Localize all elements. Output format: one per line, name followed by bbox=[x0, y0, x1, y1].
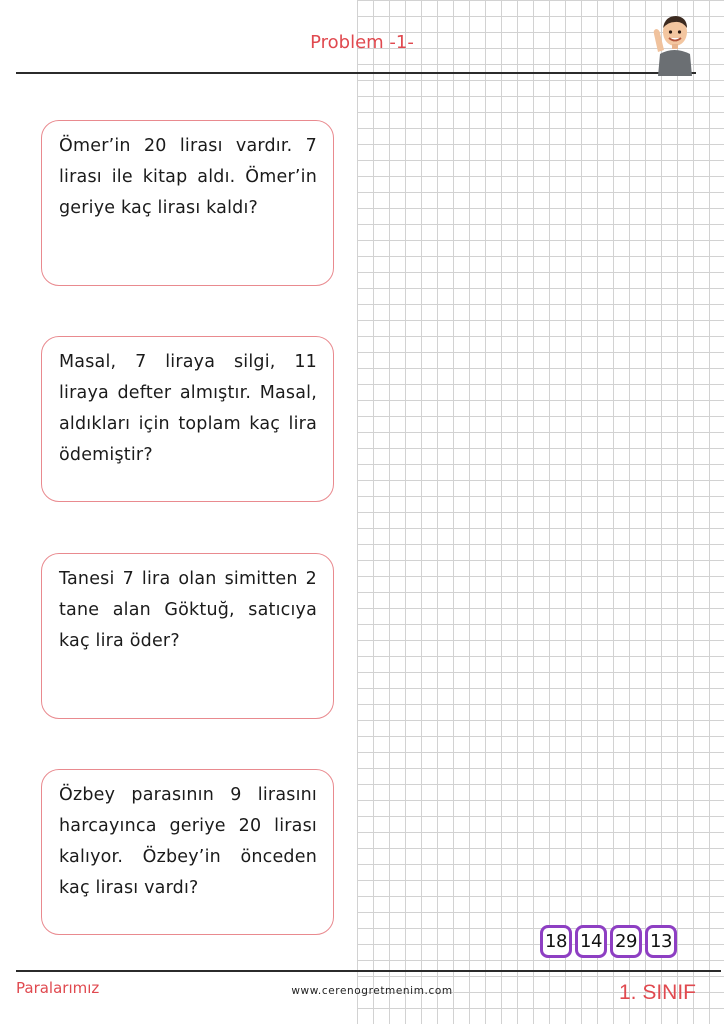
answer-box: 29 bbox=[610, 925, 642, 958]
footer-divider bbox=[16, 970, 721, 972]
footer-website: www.cerenogretmenim.com bbox=[291, 985, 453, 997]
answer-box: 18 bbox=[540, 925, 572, 958]
answer-key bbox=[540, 925, 677, 958]
answer-box: 14 bbox=[575, 925, 607, 958]
answer-box: 13 bbox=[645, 925, 677, 958]
mascot-character-icon bbox=[652, 12, 696, 78]
footer-topic: Paralarımız bbox=[16, 979, 100, 997]
graph-paper-grid bbox=[357, 0, 724, 1024]
problem-text: Tanesi 7 lira olan simitten 2 tane alan Göktuğ, satıcıya kaç lira öder? bbox=[59, 569, 317, 651]
problem-text: Masal, 7 liraya silgi, 11 liraya defter almıştır. Masal, aldıkları için toplam kaç lira ödemiştir? bbox=[59, 352, 317, 465]
page-title: Problem -1- bbox=[310, 32, 414, 53]
problem-card-2 bbox=[41, 336, 334, 502]
problem-text: Özbey parasının 9 lirasını harcayınca geriye 20 lirası kalıyor. Özbey’in önceden kaç lirası vardı? bbox=[59, 785, 317, 898]
problem-card-3 bbox=[41, 553, 334, 719]
header-divider bbox=[16, 72, 696, 74]
footer-grade: 1. SINIF bbox=[618, 981, 696, 1004]
problem-card-4 bbox=[41, 769, 334, 935]
problem-text: Ömer’in 20 lirası vardır. 7 lirası ile kitap aldı. Ömer’in geriye kaç lirası kaldı? bbox=[59, 136, 317, 218]
problem-card-1 bbox=[41, 120, 334, 286]
